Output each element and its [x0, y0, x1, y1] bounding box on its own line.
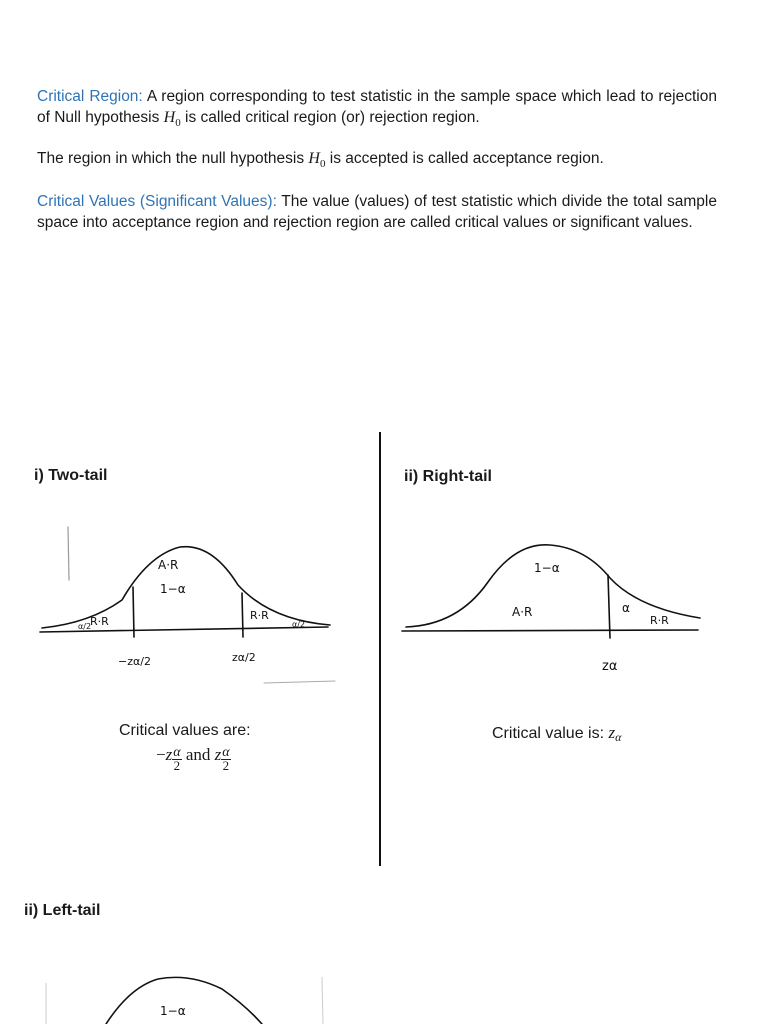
two-tail-right-area-label: α/2: [292, 620, 306, 629]
right-tail-critical-caption: [492, 723, 621, 745]
right-tail-alpha-label: α: [622, 601, 630, 615]
minus-sign: −: [156, 745, 166, 764]
z-symbol: z: [608, 723, 616, 742]
two-tail-right-rejection-label: R·R: [250, 609, 269, 622]
left-tail-heading: ii) Left-tail: [24, 902, 101, 919]
null-symbol-2: H: [308, 150, 320, 167]
acceptance-text-b: is accepted is called acceptance region.: [325, 150, 604, 167]
two-tail-confidence-label: 1−α: [160, 582, 186, 596]
right-tail-heading: ii) Right-tail: [404, 468, 492, 485]
two-tail-left-critical-label: −zα/2: [118, 655, 151, 668]
right-tail-confidence-label: 1−α: [534, 561, 560, 575]
critical-values-text: The value (values) of test statistic which divide the total sample space into acceptance region and rejection region are called critical values or significant values.: [37, 193, 717, 231]
right-tail-sketch: [398, 530, 708, 680]
z-symbol-right: z: [214, 745, 222, 764]
two-tail-heading: i) Two-tail: [34, 467, 108, 484]
and-word: and: [181, 745, 215, 764]
null-subscript: 0: [175, 117, 181, 130]
critical-region-text-b: is called critical region (or) rejection region.: [180, 109, 480, 126]
two-denominator-right: 2: [222, 758, 230, 773]
z-symbol-left: z: [165, 745, 173, 764]
critical-region-term: Critical Region:: [37, 88, 143, 105]
right-tail-critical-label: zα: [602, 659, 618, 674]
right-tail-rejection-label: R·R: [650, 614, 669, 627]
alpha-over-two-right: [221, 747, 230, 772]
two-denominator-left: 2: [173, 758, 181, 773]
critical-values-term: Critical Values (Significant Values):: [37, 193, 277, 210]
two-tail-sketch: [30, 515, 345, 690]
null-symbol: H: [163, 109, 176, 126]
two-tail-acceptance-label: A·R: [158, 558, 179, 572]
column-divider: [379, 432, 381, 866]
critical-region-definition: [37, 86, 717, 134]
two-tail-left-area-label: α/2: [78, 622, 92, 631]
two-tail-critical-formula: [156, 745, 231, 772]
acceptance-text-a: The region in which the null hypothesis: [37, 150, 309, 167]
two-tail-critical-caption: Critical values are:: [119, 722, 251, 739]
critical-values-definition: [37, 191, 717, 233]
null-hypothesis-symbol-2: [308, 150, 326, 171]
alpha-numerator-right: α: [222, 745, 230, 760]
null-hypothesis-symbol: [163, 109, 181, 130]
left-tail-confidence-label: 1−α: [160, 1004, 186, 1018]
critical-region-text-a: A region corresponding to test statistic in the sample space which lead to rejection of Null hypothesis: [37, 88, 717, 126]
alpha-numerator-left: α: [173, 745, 181, 760]
alpha-over-two-left: [172, 747, 181, 772]
alpha-subscript: α: [615, 730, 622, 744]
right-tail-acceptance-label: A·R: [512, 605, 533, 619]
two-tail-right-critical-label: zα/2: [232, 651, 256, 664]
null-subscript-2: 0: [319, 158, 326, 171]
acceptance-region-definition: [37, 148, 717, 175]
right-tail-caption-text: Critical value is:: [492, 725, 609, 742]
left-tail-sketch: [40, 965, 340, 1024]
two-tail-left-rejection-label: R·R: [90, 615, 109, 628]
